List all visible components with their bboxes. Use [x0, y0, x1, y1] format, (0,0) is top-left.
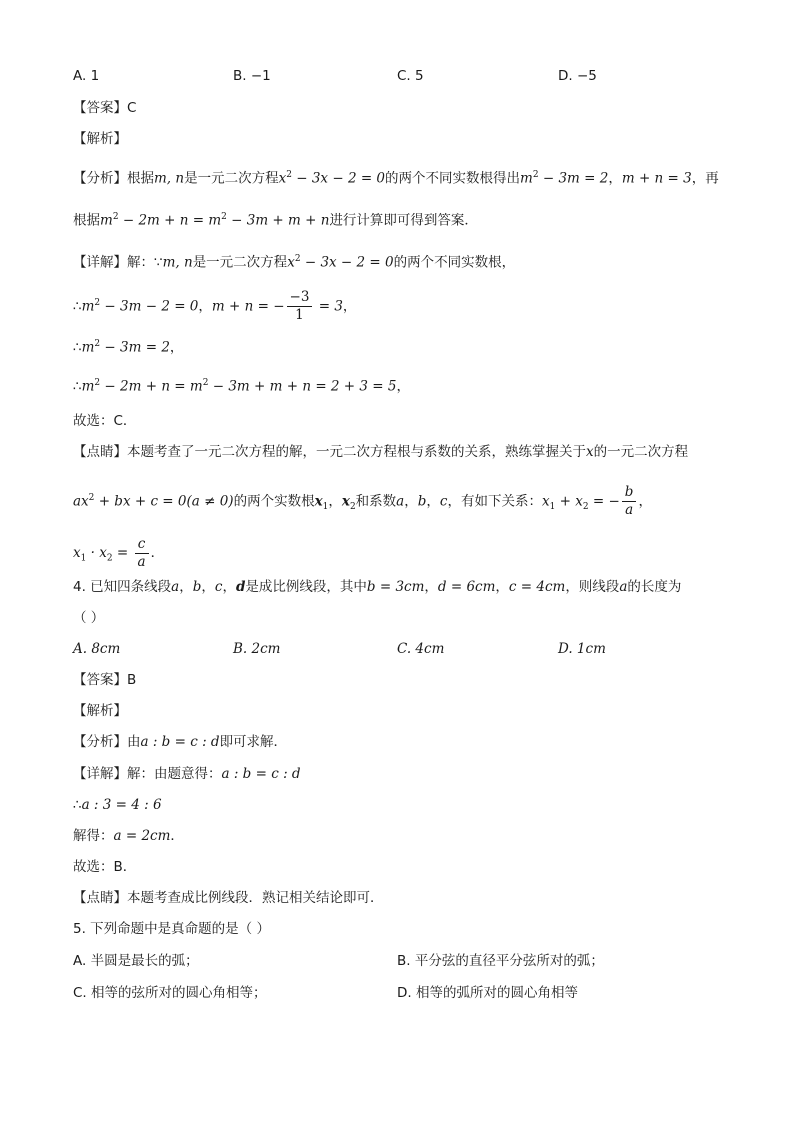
- q4-detail: 【详解】解：由题意得：a : b = c : d: [73, 766, 301, 782]
- q3-analysis-line1: 【分析】根据m, n是一元二次方程$x^2 - 3x - 2 = 0$的两个不同实数根得出$m^2 - 3m = 2$，m + n = 3，再: [73, 170, 719, 187]
- q3-detail-line2: $\therefore m^2 - 3m - 2 = 0$，m + n = − $\frac{-3}{1}$ = 3，: [73, 289, 357, 323]
- q3-analysis-line2: 根据$m^2 - 2m + n = m^2 - 3m + m + n$进行计算即可得到答案．: [73, 212, 478, 229]
- q5-option-a: A. 半圆是最长的弧；: [73, 953, 199, 969]
- fraction-b-over-a: $\frac{b}{a}$: [622, 484, 637, 519]
- q4-answer: 【答案】B: [73, 672, 137, 688]
- q3-detail-line4: $\therefore m^2 - 2m + n = m^2 - 3m + m + n = 2 + 3 = 5$，: [73, 378, 410, 395]
- q4-option-b: B. 2cm: [233, 641, 281, 657]
- q3-answer: 【答案】C: [73, 100, 137, 116]
- q3-choose: 故选：C．: [73, 413, 137, 429]
- q4-stem: 4. 已知四条线段a，b，c，d是成比例线段，其中b = 3cm，d = 6cm，c = 4cm，则线段a的长度为: [73, 579, 682, 595]
- q5-option-c: C. 相等的弦所对的圆心角相等；: [73, 985, 267, 1001]
- q4-jiexi: 【解析】: [73, 703, 127, 719]
- q3-comment-line1: 【点睛】本题考查了一元二次方程的解，一元二次方程根与系数的关系，熟练掌握关于x的一元二次方程: [73, 444, 689, 460]
- fraction-c-over-a: $\frac{c}{a}$: [135, 536, 149, 571]
- q4-comment: 【点睛】本题考查成比例线段．熟记相关结论即可．: [73, 890, 384, 906]
- q3-comment-line3: $x_1 \cdot x_2$ = $\frac{c}{a}$ ．: [73, 535, 165, 570]
- q3-comment-line2: $ax^2$ + bx + c = 0(a ≠ 0)的两个实数根$x_1$，$x_2$和系数a，b，c，有如下关系：$x_1 + x_2$ = − $\frac{b}{a}$ ，: [73, 484, 652, 518]
- q4-option-a: A. 8cm: [73, 641, 121, 657]
- q5-stem: 5. 下列命题中是真命题的是（ ）: [73, 921, 270, 937]
- q5-option-b: B. 平分弦的直径平分弦所对的弧；: [397, 953, 604, 969]
- q3-option-b: B. −1: [233, 68, 271, 84]
- fraction-neg3-over-1: $\frac{-3}{1}$: [287, 289, 313, 324]
- q3-jiexi: 【解析】: [73, 131, 127, 147]
- q3-option-d: D. −5: [558, 68, 597, 84]
- q3-option-c: C. 5: [397, 68, 424, 84]
- q4-choose: 故选：B．: [73, 859, 137, 875]
- q4-step1: ∴a : 3 = 4 : 6: [73, 797, 162, 813]
- q3-detail-line3: $\therefore m^2 - 3m = 2$，: [73, 339, 184, 356]
- q3-detail-line1: 【详解】解：∵m, n是一元二次方程$x^2 - 3x - 2 = 0$的两个不同实数根，: [73, 254, 516, 271]
- q4-step2: 解得：a = 2cm．: [73, 828, 184, 844]
- q4-paren: （ ）: [73, 610, 105, 626]
- q5-option-d: D. 相等的弧所对的圆心角相等: [397, 985, 578, 1001]
- q4-option-c: C. 4cm: [397, 641, 445, 657]
- q4-analysis: 【分析】由a : b = c : d即可求解．: [73, 734, 288, 750]
- q3-option-a: A. 1: [73, 68, 100, 84]
- q4-option-d: D. 1cm: [558, 641, 606, 657]
